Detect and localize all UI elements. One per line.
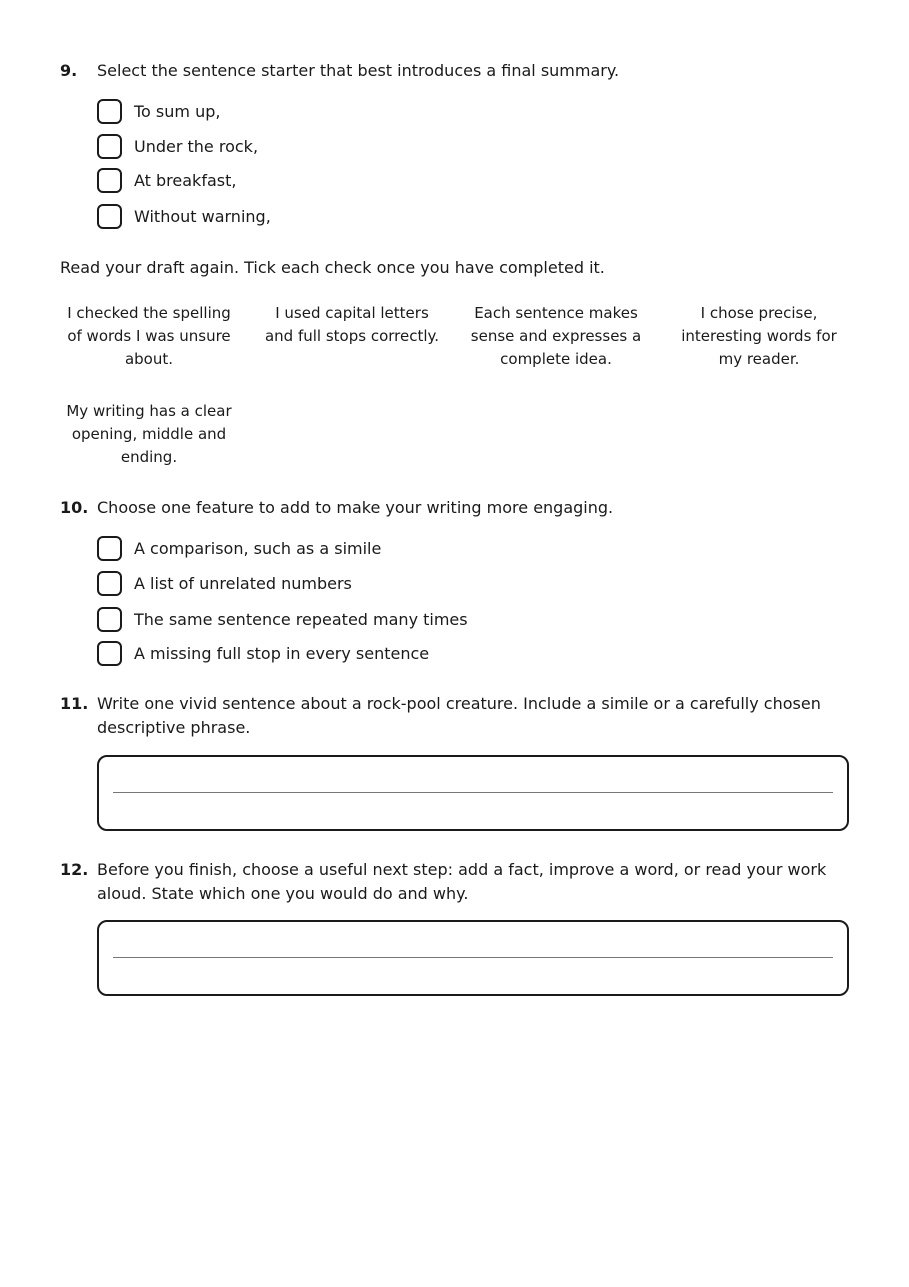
option-label: Without warning, xyxy=(134,206,271,226)
option-label: At breakfast, xyxy=(134,170,237,190)
checklist-item: Each sentence makes sense and expresses a complete idea. xyxy=(470,304,642,368)
question-prompt: Before you finish, choose a useful next step: add a fact, improve a word, or read your work aloud. State which one you would do and why. xyxy=(97,860,827,903)
checklist-item: I checked the spelling of words I was unsure about. xyxy=(67,304,231,368)
option-label: The same sentence repeated many times xyxy=(134,609,468,629)
writing-line xyxy=(113,957,833,958)
question-number: 12. xyxy=(60,860,89,879)
option-item[interactable] xyxy=(97,133,258,159)
question-number: 11. xyxy=(60,694,89,713)
question-9 xyxy=(60,59,850,83)
question-12 xyxy=(60,858,850,906)
checkbox[interactable] xyxy=(97,641,122,666)
option-item[interactable] xyxy=(97,98,220,124)
checkbox[interactable] xyxy=(97,536,122,561)
writing-line xyxy=(113,792,833,793)
checkbox[interactable] xyxy=(97,204,122,229)
checkbox[interactable] xyxy=(97,134,122,159)
option-label: Under the rock, xyxy=(134,136,259,156)
option-label: A list of unrelated numbers xyxy=(134,573,352,593)
checklist-item: I chose precise, interesting words for my reader. xyxy=(681,304,837,368)
option-item[interactable] xyxy=(97,535,381,561)
checklist-item: I used capital letters and full stops correctly. xyxy=(264,304,440,345)
checklist-intro: Read your draft again. Tick each check once you have completed it. xyxy=(60,258,605,277)
option-item[interactable] xyxy=(97,203,271,229)
checkbox[interactable] xyxy=(97,571,122,596)
checkbox[interactable] xyxy=(97,99,122,124)
option-label: A missing full stop in every sentence xyxy=(134,643,430,663)
question-11 xyxy=(60,692,850,740)
question-prompt: Select the sentence starter that best introduces a final summary. xyxy=(97,61,620,80)
checkbox[interactable] xyxy=(97,607,122,632)
checkbox[interactable] xyxy=(97,168,122,193)
option-item[interactable] xyxy=(97,167,236,193)
question-number: 9. xyxy=(60,61,78,80)
option-item[interactable] xyxy=(97,570,352,596)
answer-box[interactable] xyxy=(97,755,849,831)
option-item[interactable] xyxy=(97,640,429,666)
option-label: A comparison, such as a simile xyxy=(134,538,382,558)
answer-box[interactable] xyxy=(97,920,849,996)
question-prompt: Write one vivid sentence about a rock-pool creature. Include a simile or a carefully chosen descriptive phrase. xyxy=(97,694,821,737)
question-10 xyxy=(60,496,850,520)
question-number: 10. xyxy=(60,498,89,517)
option-item[interactable] xyxy=(97,606,468,632)
checklist-item: My writing has a clear opening, middle and ending. xyxy=(66,402,232,466)
option-label: To sum up, xyxy=(134,101,221,121)
question-prompt: Choose one feature to add to make your writing more engaging. xyxy=(97,498,614,517)
